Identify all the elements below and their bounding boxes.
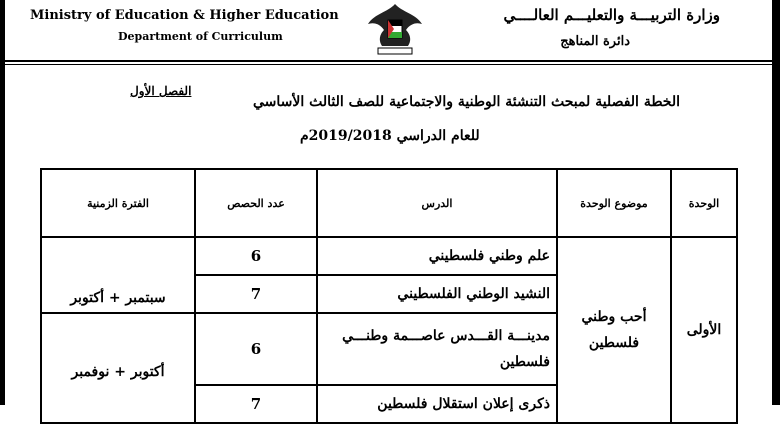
count-cell: 6 (195, 313, 317, 385)
lesson-cell: مدينـــة القـــدس عاصـــمة وطنـــي فلسطين (317, 313, 557, 385)
header-divider-thin (5, 64, 772, 65)
header-topic: موضوع الوحدة (557, 169, 671, 237)
table-row (41, 237, 737, 275)
topic-cell: أحب وطني فلسطين (557, 237, 671, 423)
ministry-name-arabic: وزارة التربيـــة والتعليـــم العالــــي (503, 6, 720, 24)
count-cell: 6 (195, 237, 317, 275)
count-cell: 7 (195, 275, 317, 313)
header-period: الفترة الزمنية (41, 169, 195, 237)
header-count: عدد الحصص (195, 169, 317, 237)
count-cell: 7 (195, 385, 317, 423)
plan-title: الخطة الفصلية لمبحث التنشئة الوطنية والاجتماعية للصف الثالث الأساسي (252, 94, 680, 110)
lesson-cell: ذكرى إعلان استقلال فلسطين (317, 385, 557, 423)
palestine-emblem-icon (360, 0, 430, 58)
department-name-arabic: دائرة المناهج (560, 34, 630, 49)
header-divider (5, 60, 772, 62)
semester-label: الفصل الأول (130, 84, 192, 98)
header-lesson: الدرس (317, 169, 557, 237)
table-header-row (41, 169, 737, 237)
right-border (772, 0, 780, 405)
header-unit: الوحدة (671, 169, 737, 237)
department-name-english: Department of Curriculum (118, 30, 283, 43)
semester-plan-table (40, 168, 738, 424)
academic-year: للعام الدراسي 2019/2018م (300, 128, 480, 144)
unit-cell: الأولى (671, 237, 737, 423)
period-cell: سبتمبر + أكتوبر (41, 237, 195, 313)
lesson-cell: النشيد الوطني الفلسطيني (317, 275, 557, 313)
lesson-cell: علم وطني فلسطيني (317, 237, 557, 275)
period-cell: أكتوبر + نوفمبر (41, 313, 195, 423)
ministry-name-english: Ministry of Education & Higher Education (30, 8, 339, 23)
